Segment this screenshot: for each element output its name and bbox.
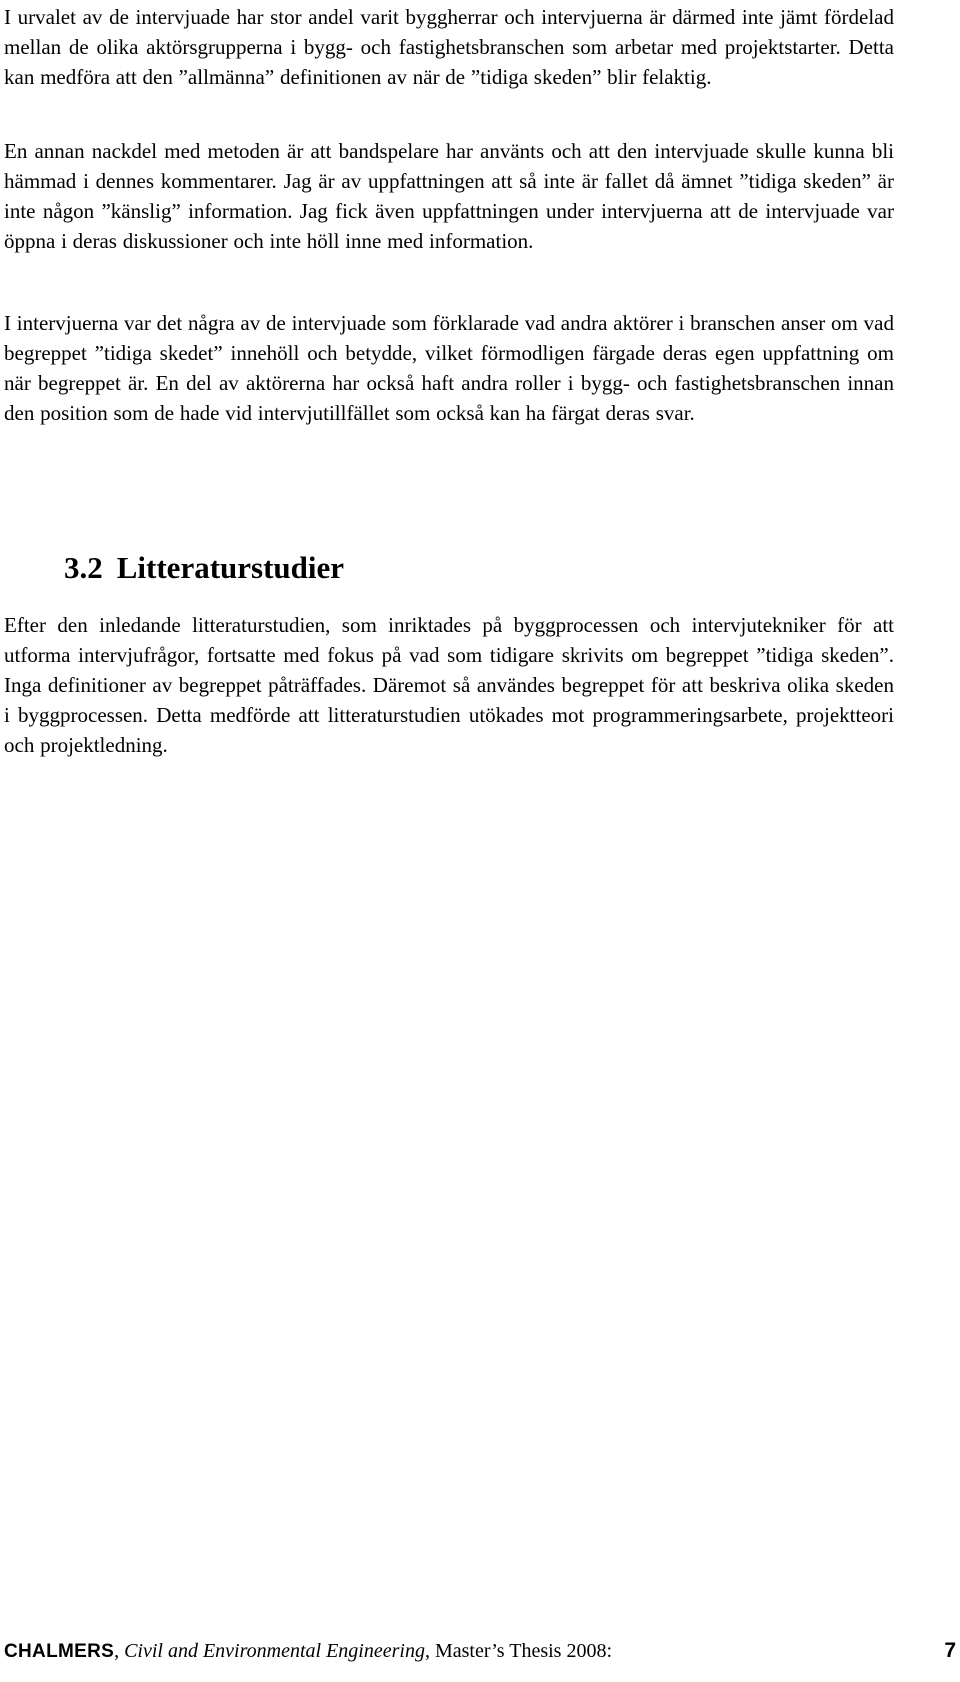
- section-number: 3.2: [64, 550, 103, 585]
- paragraph-literature-study: Efter den inledande litteraturstudien, som inriktades på byggprocessen och intervjutekniker för att utforma intervjufrågor, fortsatte med fokus på vad som tidigare skrivits om begreppet ”tidiga skeden”. Inga definitioner av begreppet påträffades. Däremot så användes begreppet för att beskriva olika skeden i byggprocessen. Detta medförde att litteraturstudien utökades mot programmeringsarbete, projektteori och projektledning.: [4, 613, 894, 757]
- page-footer: [4, 1636, 956, 1668]
- footer-brand: CHALMERS: [4, 1641, 115, 1662]
- footer-department: Civil and Environmental Engineering: [124, 1640, 425, 1662]
- paragraph-tape-recorder: En annan nackdel med metoden är att bandspelare har använts och att den intervjuade skulle kunna bli hämmad i dennes kommentarer. Jag är av uppfattningen att så inte är fallet då ämnet ”tidiga skeden” är inte någon ”känslig” information. Jag fick även uppfattningen under intervjuerna att de intervjuade var öppna i deras diskussioner och inte höll inne med information.: [4, 139, 894, 253]
- section-title: Litteraturstudier: [116, 550, 345, 585]
- footer-thesis: , Master’s Thesis 2008:: [424, 1640, 612, 1662]
- page-number: 7: [944, 1639, 956, 1662]
- paragraph-interview-selection: I urvalet av de intervjuade har stor andel varit byggherrar och intervjuerna är därmed inte jämt fördelad mellan de olika aktörsgrupperna i bygg- och fastighetsbranschen som arbetar med projektstarter. Detta kan medföra att den ”allmänna” definitionen av när de ”tidiga skeden” blir felaktig.: [4, 5, 894, 89]
- section-heading: [64, 548, 344, 588]
- paragraph-interview-roles: I intervjuerna var det några av de intervjuade som förklarade vad andra aktörer i branschen anser om vad begreppet ”tidiga skedet” innehöll och betydde, vilket förmodligen färgade deras egen uppfattning om när begreppet är. En del av aktörerna har också haft andra roller i bygg- och fastighetsbranschen innan den position som de hade vid intervjutillfället som också kan ha färgat deras svar.: [4, 311, 894, 425]
- footer-separator: ,: [114, 1640, 125, 1662]
